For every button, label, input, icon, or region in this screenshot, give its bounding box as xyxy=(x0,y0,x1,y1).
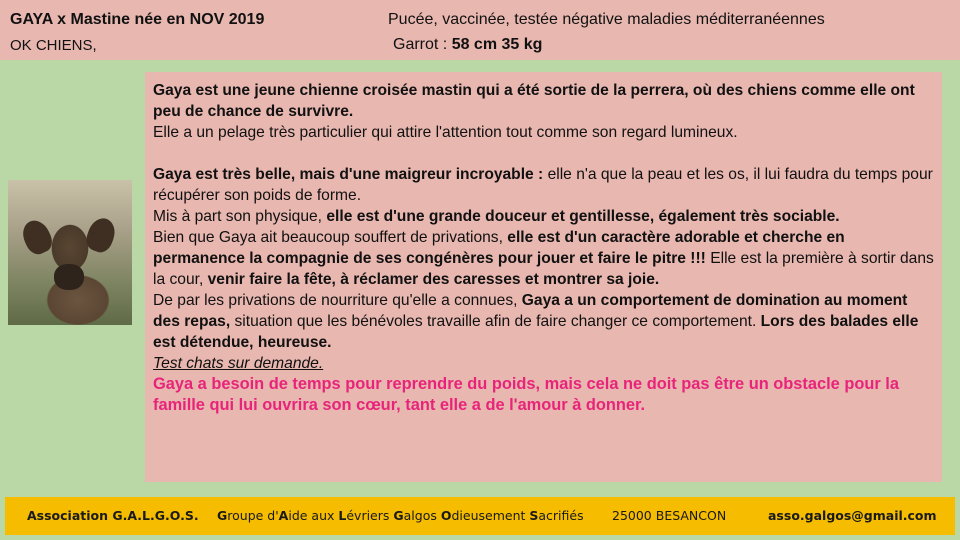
dog-title: GAYA x Mastine née en NOV 2019 xyxy=(10,11,265,28)
cats-test-note: Test chats sur demande. xyxy=(153,355,324,372)
health-status: Pucée, vaccinée, testée négative maladies méditerranéennes xyxy=(388,11,825,28)
closing-message: Gaya a besoin de temps pour reprendre du poids, mais cela ne doit pas être un obstacle pour la famille qui lui ouvrira son cœur, tant elle a de l'amour à donner. xyxy=(153,375,899,414)
association-email[interactable]: asso.galgos@gmail.com xyxy=(768,508,937,523)
paragraph-thinness: Gaya est très belle, mais d'une maigreur incroyable : elle n'a que la peau et les os, il lui faudra du temps pour récupérer son poids de forme. xyxy=(153,166,933,204)
ok-dogs-label: OK CHIENS, xyxy=(10,37,97,54)
paragraph-behavior: De par les privations de nourriture qu'elle a connues, Gaya a un comportement de domination au moment des repas, situation que les bénévoles travaille afin de faire changer ce comportement. Lors des balades elle est détendue, heureuse. xyxy=(153,292,919,351)
footer-bar xyxy=(5,497,955,535)
garrot-label: Garrot : xyxy=(393,36,448,53)
association-city: 25000 BESANCON xyxy=(612,508,727,523)
garrot-value: 58 cm 35 kg xyxy=(451,36,543,53)
dog-ear-left xyxy=(18,216,56,258)
paragraph-intro: Gaya est une jeune chienne croisée mastin qui a été sortie de la perrera, où des chiens comme elle ont peu de chance de survivre. xyxy=(153,82,915,120)
association-acronym: Groupe d'Aide aux Lévriers Galgos Odieusement Sacrifiés xyxy=(217,508,584,523)
description-text xyxy=(153,80,938,416)
dog-snout xyxy=(54,264,84,290)
garrot-info xyxy=(393,36,542,54)
paragraph-temperament: Mis à part son physique, elle est d'une grande douceur et gentillesse, également très sociable. xyxy=(153,208,840,225)
header-bar xyxy=(0,0,960,60)
description-panel xyxy=(145,72,942,482)
paragraph-character: Bien que Gaya ait beaucoup souffert de privations, elle est d'un caractère adorable et cherche en permanence la compagnie de ses congénères pour jouer et faire le pitre !!! Elle est la première à sortir dans la cour, venir faire la fête, à réclamer des caresses et montrer sa joie. xyxy=(153,229,934,288)
dog-photo xyxy=(8,180,132,325)
paragraph-coat: Elle a un pelage très particulier qui attire l'attention tout comme son regard lumineux. xyxy=(153,124,738,141)
dog-ear-right xyxy=(83,215,119,256)
association-name: Association G.A.L.G.O.S. xyxy=(27,508,199,523)
